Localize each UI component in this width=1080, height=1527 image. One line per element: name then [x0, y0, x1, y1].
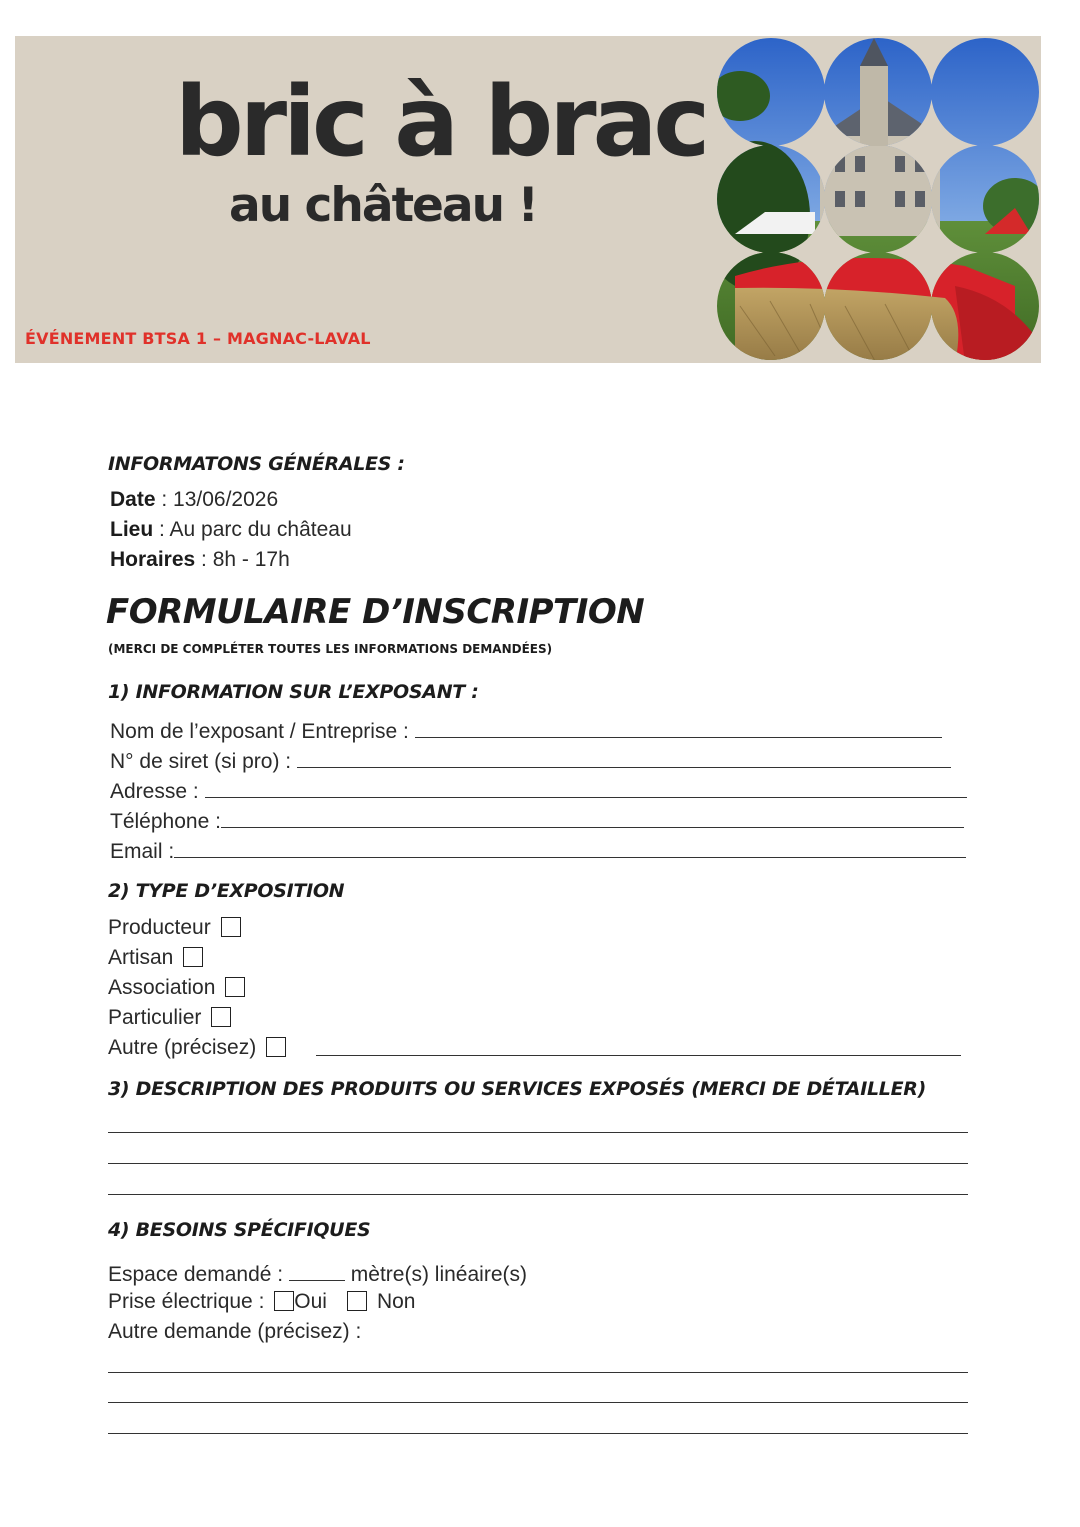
section4-heading: 4) BESOINS SPÉCIFIQUES: [108, 1219, 371, 1241]
description-line-1[interactable]: [108, 1132, 968, 1133]
section3-heading: 3) DESCRIPTION DES PRODUITS OU SERVICES EXPOSÉS (MERCI DE DÉTAILLER): [108, 1078, 926, 1100]
lieu-value: : Au parc du château: [153, 518, 352, 541]
association-checkbox[interactable]: [225, 977, 245, 997]
oui-label: Oui: [294, 1290, 327, 1313]
autre-demande-line-3[interactable]: [108, 1433, 968, 1434]
event-subtitle: au château !: [229, 178, 537, 233]
field-adresse: [110, 777, 967, 804]
date-value: : 13/06/2026: [155, 488, 279, 511]
option-particulier-label: Particulier: [108, 1006, 202, 1029]
option-autre-label: Autre (précisez): [108, 1036, 257, 1059]
option-producteur-label: Producteur: [108, 916, 211, 939]
autre-demande-line-2[interactable]: [108, 1402, 968, 1403]
section1-heading: 1) INFORMATION SUR L’EXPOSANT :: [108, 681, 479, 703]
autre-demande-line-1[interactable]: [108, 1372, 968, 1373]
option-producteur: [108, 916, 241, 940]
field-siret-label: N° de siret (si pro) :: [110, 750, 297, 773]
field-nom: [110, 717, 942, 744]
field-email-label: Email :: [110, 840, 175, 863]
date-line: [110, 488, 278, 512]
horaires-label: Horaires: [110, 548, 196, 571]
form-title: FORMULAIRE D’INSCRIPTION: [106, 592, 645, 632]
section2-heading: 2) TYPE D’EXPOSITION: [108, 880, 345, 902]
field-adresse-label: Adresse :: [110, 780, 205, 803]
field-email-input[interactable]: [174, 837, 966, 858]
non-checkbox[interactable]: [347, 1291, 367, 1311]
option-artisan: [108, 946, 203, 970]
field-nom-label: Nom de l’exposant / Entreprise :: [110, 720, 415, 743]
lieu-label: Lieu: [110, 518, 154, 541]
espace-unit: mètre(s) linéaire(s): [344, 1263, 527, 1286]
option-particulier: [108, 1006, 231, 1030]
date-label: Date: [110, 488, 156, 511]
option-artisan-label: Artisan: [108, 946, 174, 969]
field-telephone: [110, 807, 964, 834]
oui-checkbox[interactable]: [274, 1291, 294, 1311]
option-autre: [108, 1036, 286, 1060]
espace-input[interactable]: [289, 1260, 345, 1281]
description-line-2[interactable]: [108, 1163, 968, 1164]
chateau-photo-collage: [715, 36, 1041, 363]
horaires-value: : 8h - 17h: [195, 548, 290, 571]
general-info-heading: INFORMATONS GÉNÉRALES :: [108, 453, 405, 475]
espace-label: Espace demandé :: [108, 1263, 289, 1286]
field-email: [110, 837, 966, 864]
option-association: [108, 976, 245, 1000]
form-note: (MERCI DE COMPLÉTER TOUTES LES INFORMATIONS DEMANDÉES): [108, 642, 553, 656]
producteur-checkbox[interactable]: [221, 917, 241, 937]
prise-label: Prise électrique :: [108, 1290, 271, 1313]
event-title: bric à brac: [175, 66, 707, 178]
field-nom-input[interactable]: [415, 717, 942, 738]
option-association-label: Association: [108, 976, 216, 999]
artisan-checkbox[interactable]: [183, 947, 203, 967]
field-telephone-input[interactable]: [221, 807, 964, 828]
header-banner: [15, 36, 1041, 363]
autre-checkbox[interactable]: [266, 1037, 286, 1057]
lieu-line: [110, 518, 352, 542]
autre-precision-input[interactable]: [316, 1055, 961, 1056]
espace-line: [108, 1260, 527, 1287]
field-siret: [110, 747, 951, 774]
prise-line: [108, 1290, 415, 1314]
field-siret-input[interactable]: [297, 747, 951, 768]
event-tag: ÉVÉNEMENT BTSA 1 – MAGNAC-LAVAL: [25, 329, 371, 348]
horaires-line: [110, 548, 290, 572]
non-label: Non: [376, 1290, 416, 1313]
description-line-3[interactable]: [108, 1194, 968, 1195]
field-adresse-input[interactable]: [205, 777, 967, 798]
autre-demande-label: Autre demande (précisez) :: [108, 1320, 362, 1343]
particulier-checkbox[interactable]: [211, 1007, 231, 1027]
field-telephone-label: Téléphone :: [110, 810, 221, 833]
